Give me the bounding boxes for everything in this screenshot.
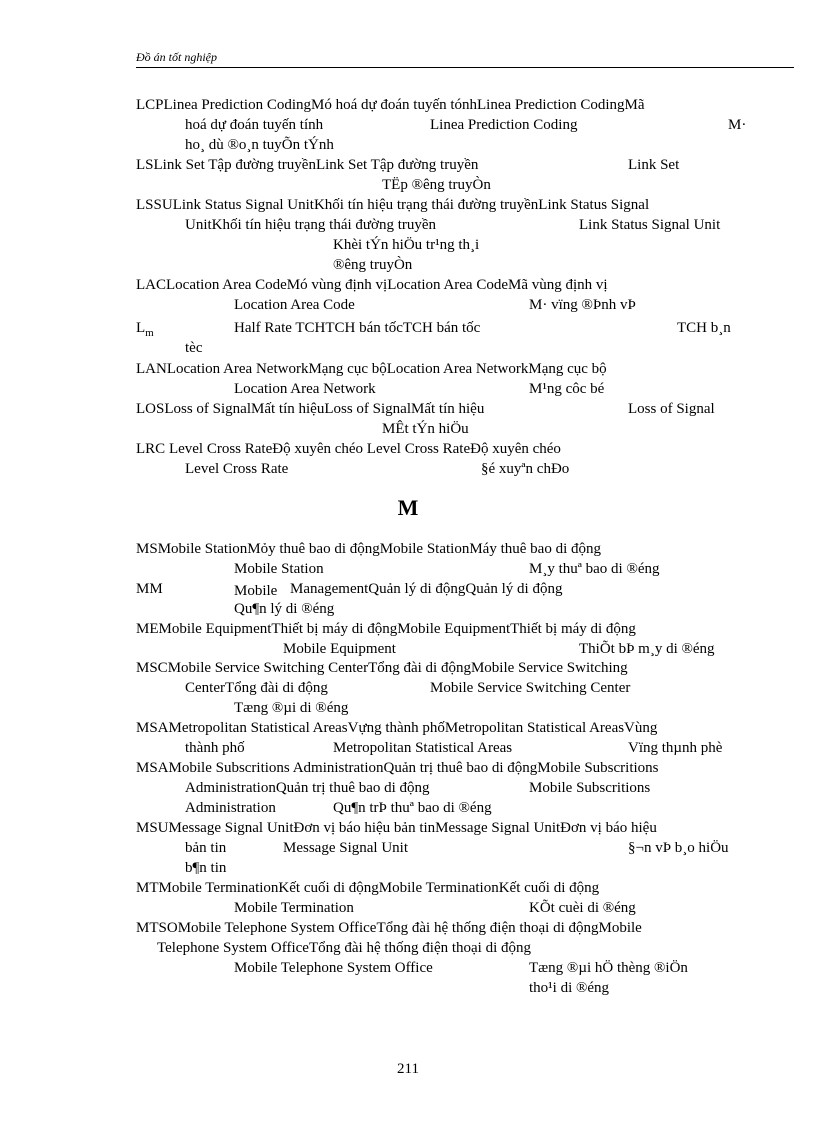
entry-lssu-line-3: Khèi tÝn hiÖu tr¹ng th¸i [333,237,480,253]
entry-abbr: LAC [136,277,166,293]
entry-mtso-line-2: Telephone System OfficeTổng đài hệ thống điện thoại di động [157,940,532,956]
entry-text: Level Cross RateĐộ xuyên chéo Level Cross RateĐộ xuyên chéo [165,441,561,457]
entry-mtso-line-4: tho¹i di ®éng [529,980,610,996]
entry-lac-line-2b: M· vïng ®Þnh vÞ [529,297,636,313]
entry-los-line-1 [136,399,484,419]
entry-abbr: MT [136,880,159,896]
entry-los-line-1b: Loss of Signal [628,401,715,417]
entry-msa-1-line-2c: Vïng thµnh phè [628,740,723,756]
entry-abbr: LCP [136,97,164,113]
entry-los-line-2: MÊt tÝn hiÖu [382,421,469,437]
entry-ms-line-1 [136,539,601,559]
entry-mt-line-2b: KÕt cuèi di ®éng [529,900,636,916]
entry-text: Metropolitan Statistical AreasVựng thành phốMetropolitan Statistical AreasVùng [168,720,658,736]
entry-msa-2-line-3b: Qu¶n trÞ thuª bao di ®éng [333,800,492,816]
entry-lm-line-1a: Half Rate TCHTCH bán tốcTCH bán tốc [234,320,481,336]
entry-mtso-line-1 [136,918,642,938]
entry-abbr: ME [136,621,159,637]
entry-ls-line-1b: Link Set [628,157,680,173]
entry-lcp-line-2b: Linea Prediction Coding [430,117,578,133]
entry-lssu-line-2a: UnitKhối tín hiệu trạng thái đường truyền [185,217,437,233]
entry-abbr: LOS [136,401,165,417]
entry-msu-line-2c: §¬n vÞ b¸o hiÖu [628,840,729,856]
entry-msa-2-line-2b: Mobile Subscritions [529,780,651,796]
entry-lssu-line-1 [136,195,649,215]
entry-ms-line-2b: M¸y thuª bao di ®éng [529,561,660,577]
entry-lan-line-2a: Location Area Network [234,381,376,397]
entry-lan-line-1 [136,359,607,379]
entry-abbr: LRC [136,441,166,457]
entry-mtso-line-3b: Tæng ®µi hÖ thèng ®iÖn [529,960,688,976]
entry-me-line-2b: ThiÕt bÞ m¸y di ®éng [579,641,715,657]
entry-abbr: MSC [136,660,168,676]
entry-msa-2-line-3a: Administration [185,800,276,816]
entry-text: Link Status Signal UnitKhối tín hiệu trạng thái đường truyềnLink Status Signal [172,197,650,213]
entry-lssu-line-4: ®êng truyÒn [333,257,413,273]
entry-lm-line-1 [136,318,154,343]
entry-lrc-line-2b: §é xuyªn chÐo [481,461,570,477]
entry-lcp-line-3: ho¸ dù ®o¸n tuyÕn tÝnh [185,137,334,153]
entry-msu-line-1 [136,818,657,838]
entry-mt-line-2a: Mobile Termination [234,900,354,916]
entry-lan-line-2b: M¹ng côc bé [529,381,605,397]
entry-text: Mobile Telephone System OfficeTổng đài hệ thống điện thoại di độngMobile [177,920,642,936]
entry-ls-line-2: TËp ®êng truyÒn [382,177,491,193]
entry-msa-1-line-2a: thành phố [185,740,245,756]
entry-text: Mobile Service Switching CenterTổng đài di độngMobile Service Switching [167,660,628,676]
entry-abbr: MSA [136,760,169,776]
header-title: Đồ án tốt nghiệp [136,50,217,64]
page-header [136,49,794,68]
entry-text: Location Area NetworkMạng cục bộLocation Area NetworkMạng cục bộ [166,361,607,377]
entry-text: Message Signal UnitĐơn vị báo hiệu bản tinMessage Signal UnitĐơn vị báo hiệu [168,820,657,836]
entry-abbr: MSA [136,720,169,736]
entry-mt-line-1 [136,878,599,898]
entry-abbr: LSSU [136,197,173,213]
entry-mtso-line-3a: Mobile Telephone System Office [234,960,433,976]
entry-lcp-line-2c: M· [728,117,747,133]
entry-abbr: MSU [136,820,169,836]
entry-ms-line-2a: Mobile Station [234,561,324,577]
entry-abbr: MTSO [136,920,178,936]
entry-abbr: MS [136,541,158,557]
entry-msc-line-3: Tæng ®µi di ®éng [234,700,349,716]
entry-msu-line-2a: bản tin [185,840,227,856]
entry-msc-line-1 [136,658,628,678]
entry-lac-line-1 [136,275,608,295]
entry-text: Location Area CodeMó vùng định vịLocation Area CodeMã vùng định vị [166,277,608,293]
entry-text: Mobile EquipmentThiết bị máy di độngMobile EquipmentThiết bị máy di động [158,621,636,637]
entry-text: Mobile Subscritions AdministrationQuản trị thuê bao di độngMobile Subscritions [168,760,659,776]
entry-msa-1-line-2b: Metropolitan Statistical Areas [333,740,513,756]
entry-msu-line-2b: Message Signal Unit [283,840,408,856]
entry-lssu-line-2b: Link Status Signal Unit [579,217,721,233]
entry-text: Linea Prediction CodingMó hoá dự đoán tuyến tónhLinea Prediction CodingMã [163,97,645,113]
entry-msc-line-2a: CenterTổng đài di động [185,680,328,696]
entry-msc-line-2b: Mobile Service Switching Center [430,680,631,696]
entry-text: Loss of SignalMất tín hiệuLoss of SignalMất tín hiệu [164,401,485,417]
entry-lrc-line-2a: Level Cross Rate [185,461,289,477]
entry-text: Mobile StationMỏy thuê bao di độngMobile StationMáy thuê bao di động [157,541,601,557]
entry-lcp-line-1 [136,95,644,115]
section-heading: M [397,495,419,520]
entry-lcp-line-2a: hoá dự đoán tuyến tính [185,117,324,133]
entry-lac-line-2a: Location Area Code [234,297,355,313]
entry-abbr: L [136,320,146,336]
entry-mm-line-1b: ManagementQuản lý di độngQuản lý di động [290,581,563,597]
entry-text: Mobile TerminationKết cuối di độngMobile TerminationKết cuối di động [158,880,600,896]
page-number: 211 [397,1061,419,1077]
entry-abbr-subscript: m [145,327,154,339]
entry-mm-line-1a: Mobile [234,583,278,599]
entry-lm-line-2: tèc [185,340,203,356]
entry-msa-1-line-1 [136,718,657,738]
entry-ls-line-1 [136,155,478,175]
entry-msa-2-line-2a: AdministrationQuản trị thuê bao di động [185,780,430,796]
entry-msu-line-3: b¶n tin [185,860,227,876]
entry-mm-line-1: MM [136,581,163,597]
entry-msa-2-line-1 [136,758,659,778]
entry-me-line-2a: Mobile Equipment [283,641,396,657]
entry-abbr: LS [136,157,154,173]
entry-lrc-line-1 [136,439,561,459]
entry-mm-line-2: Qu¶n lý di ®éng [234,601,335,617]
entry-me-line-1 [136,619,636,639]
entry-text: Link Set Tập đường truyềnLink Set Tập đường truyền [153,157,479,173]
entry-lm-line-1b: TCH b¸n [677,320,731,336]
entry-abbr: LAN [136,361,167,377]
